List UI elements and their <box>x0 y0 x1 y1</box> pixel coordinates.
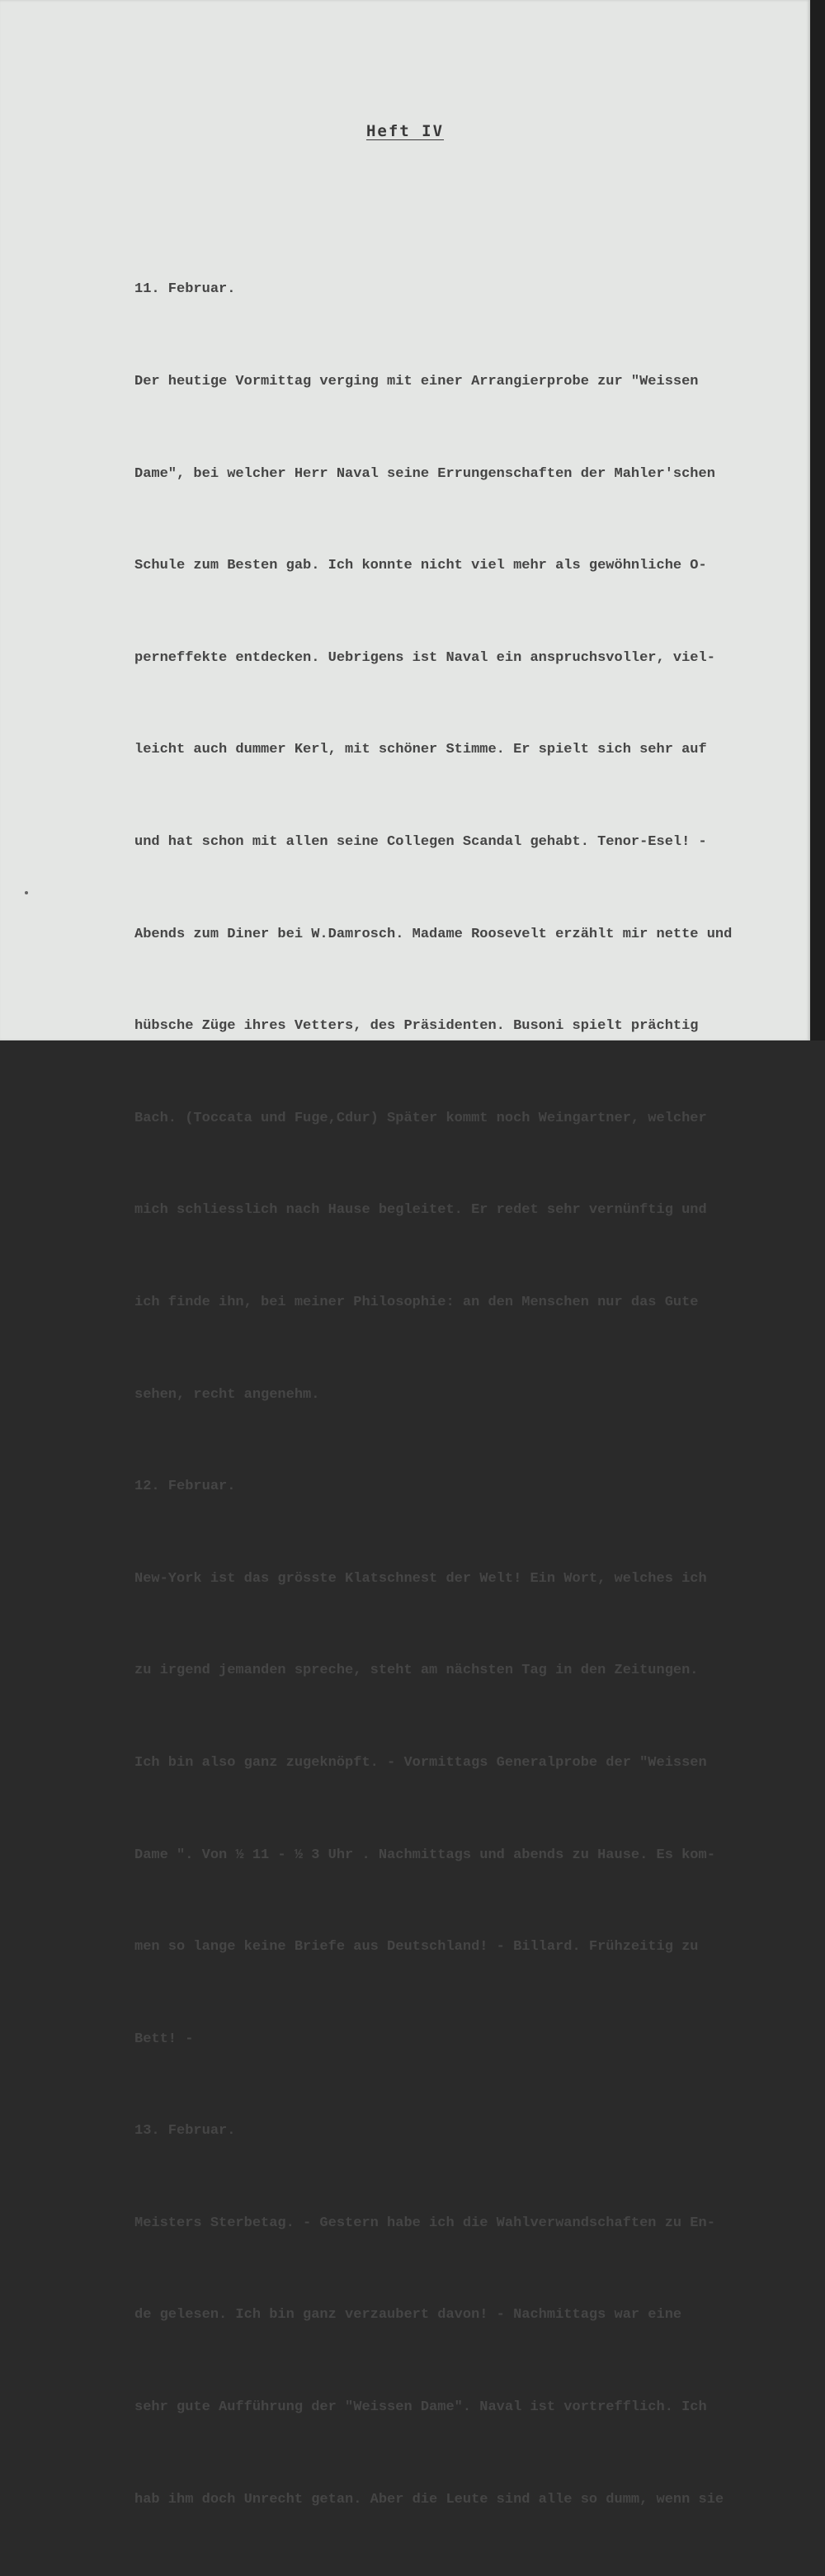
page-title <box>0 122 810 140</box>
text-line: leicht auch dummer Kerl, mit schöner Stimme. Er spielt sich sehr auf <box>134 742 707 758</box>
text-line: Der heutige Vormittag verging mit einer Arrangierprobe zur "Weissen <box>134 374 699 389</box>
paper-speck <box>25 891 28 894</box>
text-line: Bach. (Toccata und Fuge,Cdur) Später kommt noch Weingartner, welcher <box>134 1110 707 1126</box>
text-line: perneffekte entdecken. Uebrigens ist Naval ein anspruchsvoller, viel- <box>134 649 715 666</box>
text-line: Bett! - <box>134 2031 194 2047</box>
text-line: 11. Februar. <box>134 281 236 298</box>
text-line: hab ihm doch Unrecht getan. Aber die Leute sind alle so dumm, wenn sie <box>134 2491 724 2508</box>
text-line: zu irgend jemanden spreche, steht am nächsten Tag in den Zeitungen. <box>134 1663 699 1679</box>
text-line: Schule zum Besten gab. Ich konnte nicht viel mehr als gewöhnliche O- <box>134 558 707 574</box>
text-line: Dame", bei welcher Herr Naval seine Errungenschaften der Mahler'schen <box>134 465 715 482</box>
text-line: Dame ". Von ½ 11 - ½ 3 Uhr . Nachmittags und abends zu Hause. Es kom- <box>134 1847 715 1863</box>
background-edge <box>810 0 825 1040</box>
text-line: 12. Februar. <box>134 1479 236 1495</box>
text-line: sehen, recht angenehm. <box>134 1386 320 1403</box>
text-line: sehr gute Aufführung der "Weissen Dame". Naval ist vortrefflich. Ich <box>134 2399 707 2416</box>
text-line: und hat schon mit allen seine Collegen Scandal gehabt. Tenor-Esel! - <box>134 833 707 850</box>
text-line: de gelesen. Ich bin ganz verzaubert davon! - Nachmittags war eine <box>134 2307 682 2324</box>
text-line: New-York ist das grösste Klatschnest der Welt! Ein Wort, welches ich <box>134 1570 707 1587</box>
typed-text-body <box>134 213 794 2576</box>
text-line: Ich bin also ganz zugeknöpft. - Vormittags Generalprobe der "Weissen <box>134 1754 707 1771</box>
text-line: 13. Februar. <box>134 2123 236 2140</box>
text-line: Abends zum Diner bei W.Damrosch. Madame Roosevelt erzählt mir nette und <box>134 926 733 942</box>
text-line: Meisters Sterbetag. - Gestern habe ich die Wahlverwandschaften zu En- <box>134 2215 715 2231</box>
text-line: ich finde ihn, bei meiner Philosophie: an den Menschen nur das Gute <box>134 1294 699 1310</box>
text-line: men so lange keine Briefe aus Deutschland! - Billard. Frühzeitig zu <box>134 1939 699 1956</box>
text-line: mich schliesslich nach Hause begleitet. Er redet sehr vernünftig und <box>134 1202 707 1219</box>
page-title-text: Heft IV <box>365 122 445 140</box>
text-line: hübsche Züge ihres Vetters, des Präsidenten. Busoni spielt prächtig <box>134 1018 699 1035</box>
